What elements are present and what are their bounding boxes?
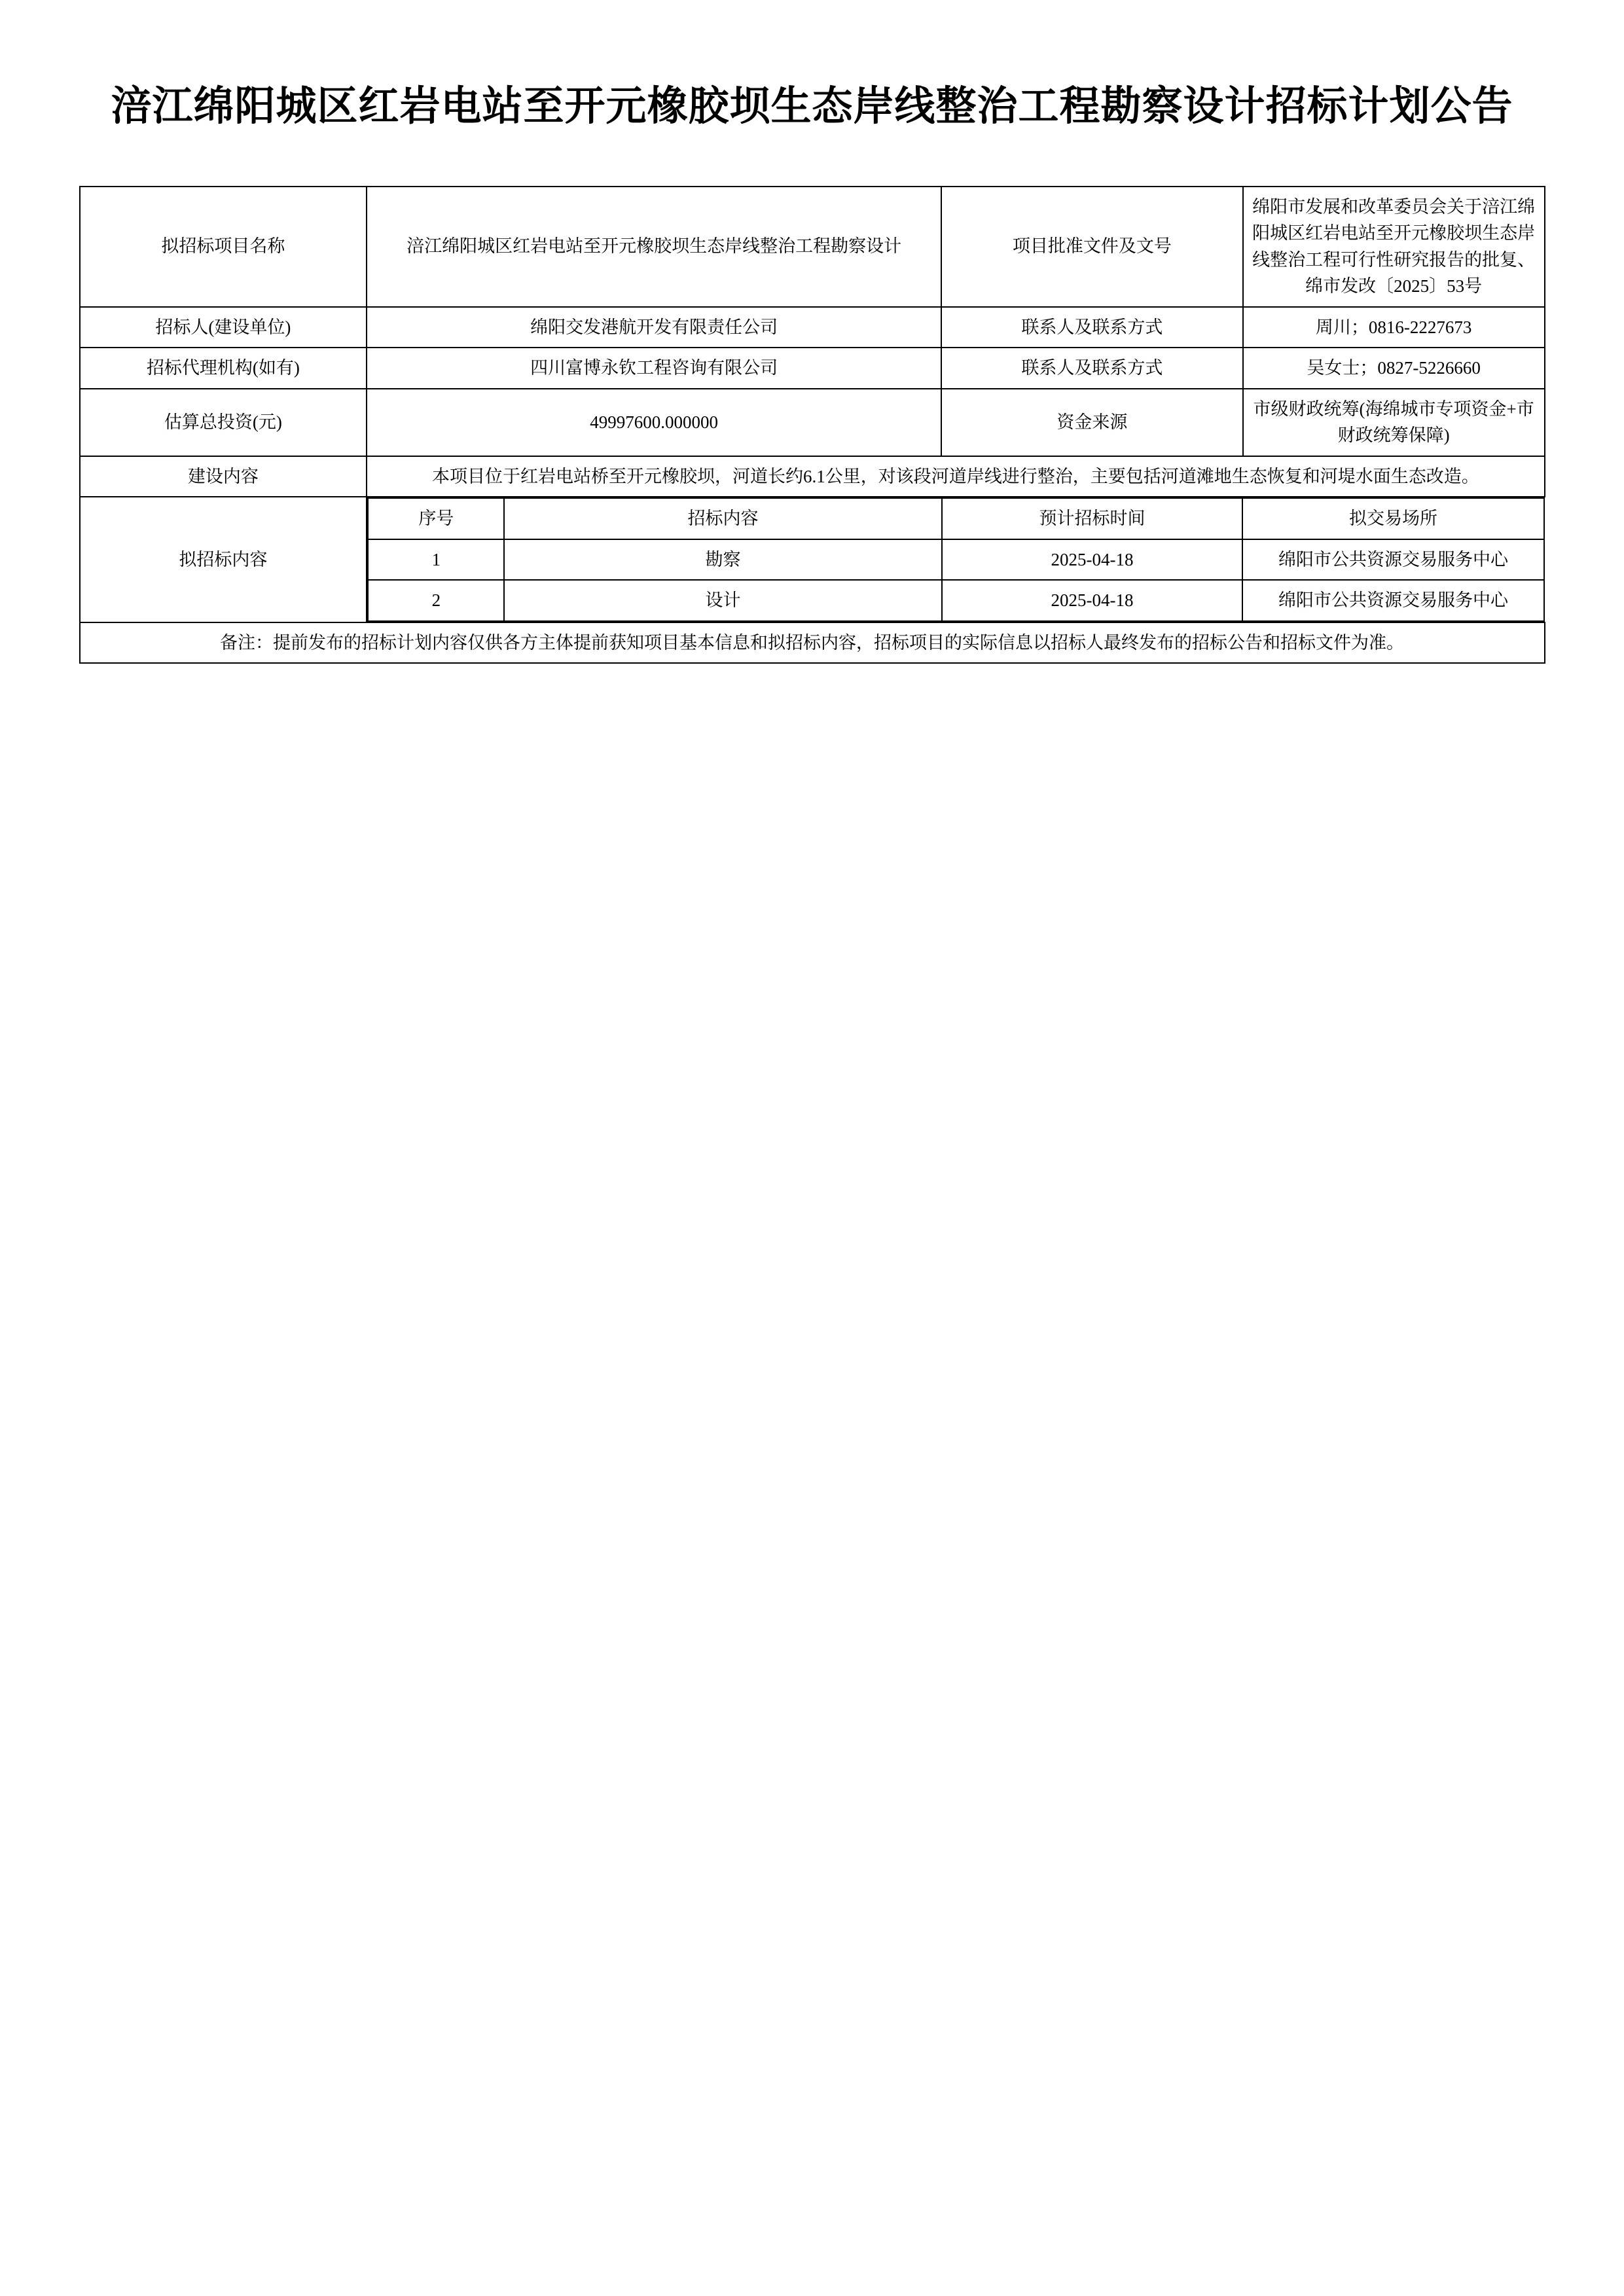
bid-content-subtable-holder bbox=[367, 497, 1544, 622]
row-value-contact-2: 吴女士；0827-5226660 bbox=[1243, 348, 1545, 389]
table-row-construction bbox=[80, 456, 1545, 497]
col-header-place: 拟交易场所 bbox=[1242, 498, 1543, 539]
row-value-contact-1: 周川；0816-2227673 bbox=[1243, 307, 1545, 348]
cell-time: 2025-04-18 bbox=[942, 539, 1243, 581]
cell-no: 1 bbox=[368, 539, 504, 581]
row-label-bid-content: 拟招标内容 bbox=[80, 497, 367, 622]
table-row bbox=[80, 389, 1545, 456]
row-value-funding-source: 市级财政统筹(海绵城市专项资金+市财政统筹保障) bbox=[1243, 389, 1545, 456]
row-value-project-name: 涪江绵阳城区红岩电站至开元橡胶坝生态岸线整治工程勘察设计 bbox=[367, 187, 941, 307]
bid-content-row bbox=[368, 539, 1543, 581]
table-row bbox=[80, 187, 1545, 307]
announcement-table bbox=[79, 186, 1545, 664]
table-row-note bbox=[80, 622, 1545, 664]
row-value-approval-doc: 绵阳市发展和改革委员会关于涪江绵阳城区红岩电站至开元橡胶坝生态岸线整治工程可行性研究报告的批复、绵市发改〔2025〕53号 bbox=[1243, 187, 1545, 307]
cell-content: 勘察 bbox=[504, 539, 941, 581]
row-value-investment: 49997600.000000 bbox=[367, 389, 941, 456]
row-label-contact-2: 联系人及联系方式 bbox=[941, 348, 1243, 389]
table-row bbox=[80, 348, 1545, 389]
row-label-contact-1: 联系人及联系方式 bbox=[941, 307, 1243, 348]
row-label-agency: 招标代理机构(如有) bbox=[80, 348, 367, 389]
bid-content-table bbox=[367, 497, 1544, 622]
row-label-funding-source: 资金来源 bbox=[941, 389, 1243, 456]
row-value-agency: 四川富博永钦工程咨询有限公司 bbox=[367, 348, 941, 389]
table-row-bid-content bbox=[80, 497, 1545, 622]
bid-content-row bbox=[368, 580, 1543, 621]
cell-content: 设计 bbox=[504, 580, 941, 621]
row-value-construction-content: 本项目位于红岩电站桥至开元橡胶坝，河道长约6.1公里，对该段河道岸线进行整治，主要包括河道滩地生态恢复和河堤水面生态改造。 bbox=[367, 456, 1544, 497]
col-header-no: 序号 bbox=[368, 498, 504, 539]
cell-place: 绵阳市公共资源交易服务中心 bbox=[1242, 580, 1543, 621]
table-row bbox=[80, 307, 1545, 348]
row-value-bidder: 绵阳交发港航开发有限责任公司 bbox=[367, 307, 941, 348]
col-header-content: 招标内容 bbox=[504, 498, 941, 539]
row-label-investment: 估算总投资(元) bbox=[80, 389, 367, 456]
page-title: 涪江绵阳城区红岩电站至开元橡胶坝生态岸线整治工程勘察设计招标计划公告 bbox=[111, 82, 1513, 130]
cell-no: 2 bbox=[368, 580, 504, 621]
note-text: 备注：提前发布的招标计划内容仅供各方主体提前获知项目基本信息和拟招标内容，招标项目的实际信息以招标人最终发布的招标公告和招标文件为准。 bbox=[80, 622, 1545, 664]
row-label-construction-content: 建设内容 bbox=[80, 456, 367, 497]
col-header-time: 预计招标时间 bbox=[942, 498, 1243, 539]
bid-content-header-row bbox=[368, 498, 1543, 539]
cell-place: 绵阳市公共资源交易服务中心 bbox=[1242, 539, 1543, 581]
cell-time: 2025-04-18 bbox=[942, 580, 1243, 621]
row-label-approval-doc: 项目批准文件及文号 bbox=[941, 187, 1243, 307]
row-label-bidder: 招标人(建设单位) bbox=[80, 307, 367, 348]
row-label-project-name: 拟招标项目名称 bbox=[80, 187, 367, 307]
